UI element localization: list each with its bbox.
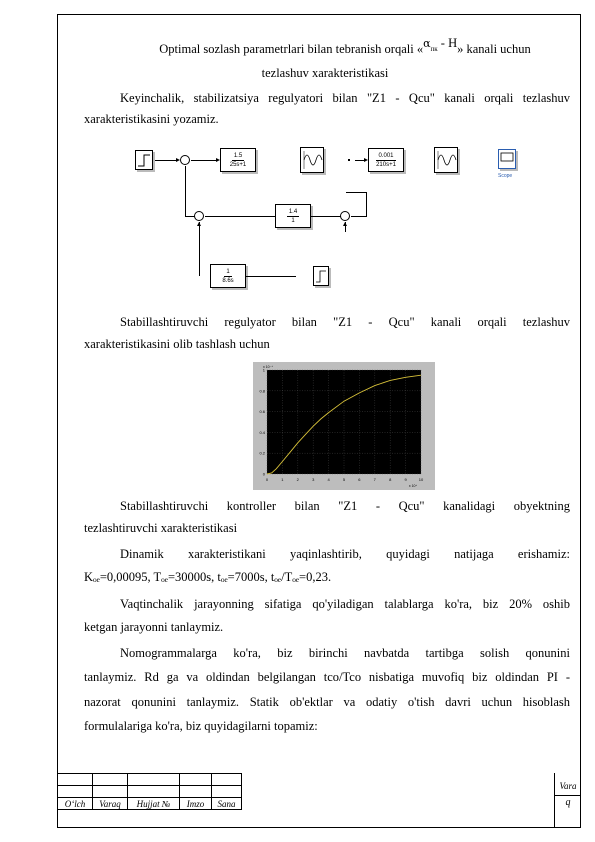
y-tick-label: 0.8 [259, 388, 265, 394]
title-text-1: Optimal sozlash parametrlari bilan tebranish orqali « [159, 42, 424, 56]
paragraph-3-line2: tezlashtiruvchi xarakteristikasi [84, 521, 238, 535]
paragraph-6-line4: formulalariga ko'ra, biz quyidagilarni topamiz: [84, 719, 318, 733]
transfer-function-1: 1.5 25s+1 [220, 148, 256, 172]
scope-label: Scope [498, 173, 513, 179]
sheet-label: Vara [559, 781, 577, 791]
x-tick-label: 0 [265, 477, 269, 482]
paragraph-6-line3: nazorat qonunini tanlaymiz. Statik ob'ektlar va odatiy o'tish davri uchun hisoblash [84, 695, 570, 709]
section-title [120, 36, 570, 63]
paragraph-4-line2: Kₒₑ=0,00095, Tₒₑ=30000s, tₒₑ=7000s, tₒₑ/Tₒₑ=0,23. [84, 570, 332, 584]
sum-block-1 [180, 155, 190, 165]
display-block-2 [434, 147, 458, 173]
y-tick-label: 0.4 [259, 429, 265, 435]
x-tick-label: 3 [312, 477, 315, 482]
h-symbol: H [448, 36, 458, 50]
paragraph-5-line1: Vaqtinchalik jarayonning sifatiga qo'yiladigan talablarga ko'ra, biz 20% oshib [120, 597, 570, 611]
paragraph-2-line2: xarakteristikasini olib tashlash uchun [84, 337, 270, 351]
title-block-col-5: Sana [212, 798, 242, 810]
title-block [57, 773, 581, 828]
title-block-col-2: Varaq [93, 798, 128, 810]
paragraph-1-line1: Keyinchalik, stabilizatsiya regulyatori bilan "Z1 - Qcu" kanali orqali tezlashuv [120, 91, 570, 105]
title-block-col-3: Hujjat № [128, 798, 180, 810]
title-block-col-1: O‘lch [58, 798, 93, 810]
y-tick-label: 0.2 [259, 450, 265, 456]
response-plot-svg [253, 362, 435, 490]
transfer-function-3: 1.4 1 [275, 204, 311, 228]
paragraph-5-line2: ketgan jarayonni tanlaymiz. [84, 620, 224, 634]
x-exponent-label: x 10⁴ [408, 484, 417, 488]
paragraph-6-line2: tanlaymiz. Rd ga va oldindan belgilangan tco/Tco nisbatiga muvofiq biz oldindan PI - [84, 670, 570, 684]
transfer-function-2: 0.001 210s+1 [368, 148, 404, 172]
paragraph-1-line2: xarakteristikasini yozamiz. [84, 112, 219, 126]
paragraph-6-line1: Nomogrammalarga ko'ra, biz birinchi navbatda tartibga solish qonunini [120, 646, 570, 660]
title-text-2: » kanali uchun [457, 42, 531, 56]
paragraph-3-line1: Stabillashtiruvchi kontroller bilan "Z1 - Qcu" kanalidagi obyektning [120, 499, 570, 513]
x-tick-label: 4 [327, 477, 330, 482]
simulink-diagram [120, 140, 530, 300]
paragraph-4-line1: Dinamik xarakteristikani yaqinlashtirib, quyidagi natijaga erishamiz: [120, 547, 570, 561]
x-tick-label: 10 [418, 477, 424, 482]
x-tick-label: 2 [296, 477, 299, 482]
alpha-symbol: α [423, 37, 431, 50]
sum-block-3 [340, 211, 350, 221]
step-block-2 [313, 266, 329, 286]
sheet-number-cell [554, 773, 581, 828]
step-block [135, 150, 153, 170]
sum-block-2 [194, 211, 204, 221]
sheet-number: q [565, 797, 571, 808]
display-block-1 [300, 147, 324, 173]
x-tick-label: 5 [342, 477, 346, 482]
response-plot [253, 362, 435, 490]
section-title-line2: tezlashuv xarakteristikasi [261, 66, 389, 80]
x-tick-label: 1 [281, 477, 284, 482]
scope-block [498, 149, 516, 169]
title-dash: - [437, 36, 449, 50]
paragraph-2-line1: Stabillashtiruvchi regulyator bilan "Z1 - Qcu" kanali orqali tezlashuv [120, 315, 570, 329]
x-tick-label: 7 [373, 477, 376, 482]
y-tick-label: 0 [262, 471, 265, 477]
y-tick-label: 1 [262, 367, 265, 373]
y-tick-label: 0.6 [259, 409, 265, 415]
x-tick-label: 8 [389, 477, 392, 482]
alpha-subscript: пк [430, 44, 438, 53]
x-tick-label: 6 [358, 477, 361, 482]
transfer-function-4: 1 8.6s [210, 264, 246, 288]
y-exponent-label: x 10⁻⁴ [263, 365, 273, 369]
title-block-col-4: Imzo [180, 798, 212, 810]
x-tick-label: 9 [404, 477, 407, 482]
